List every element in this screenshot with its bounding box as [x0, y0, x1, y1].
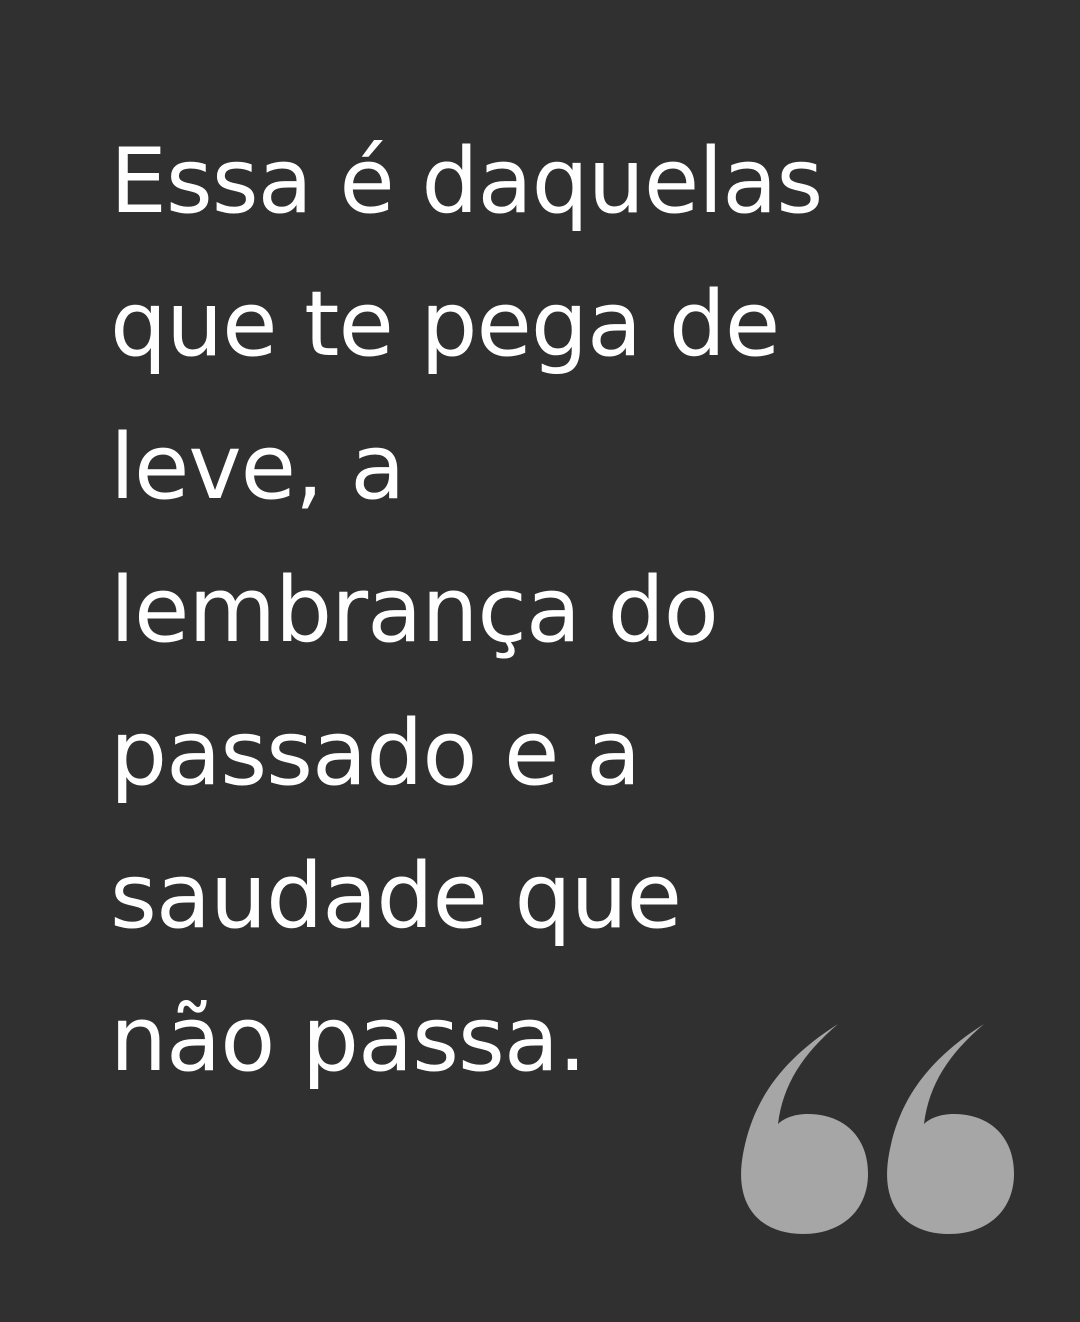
quote-text	[110, 110, 990, 1111]
quote-line: saudade que	[110, 844, 682, 949]
quote-line: não passa.	[110, 987, 586, 1092]
quote-line: passado e a	[110, 701, 641, 806]
quote-line: lembrança do	[110, 558, 718, 663]
quote-line: leve, a	[110, 415, 405, 520]
quote-line: Essa é daquelas	[110, 129, 823, 234]
quote-line: que te pega de	[110, 272, 780, 377]
opening-quote-icon	[738, 1024, 1014, 1234]
